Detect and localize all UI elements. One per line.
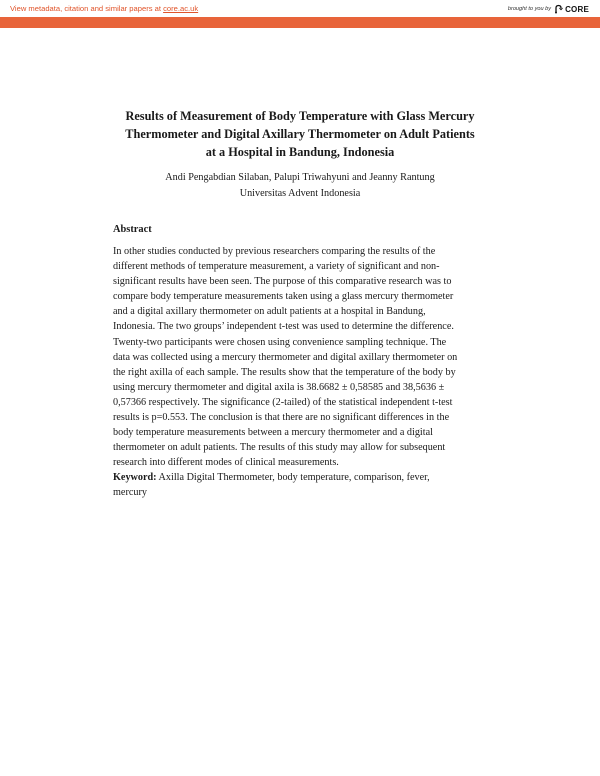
abstract-line: significant results have been seen. The purpose of this comparative research was to — [113, 276, 452, 288]
abstract-line: compare body temperature measurements taken using a glass mercury thermometer — [113, 291, 454, 303]
abstract-line: research into different modes of clinical measurements. — [113, 457, 339, 469]
brought-by-text: brought to you by — [507, 6, 552, 12]
abstract-line: and a digital axillary thermometer on adult patients at a hospital in Bandung, — [113, 306, 426, 318]
keywords — [113, 470, 513, 500]
abstract-line: Twenty-two participants were chosen using convenience sampling technique. The — [113, 336, 447, 348]
core-metadata-link[interactable] — [10, 4, 198, 13]
abstract-line: In other studies conducted by previous researchers comparing the results of the — [113, 246, 436, 257]
abstract-line: Indonesia. The two groups’ independent t-test was used to determine the difference. — [113, 321, 454, 333]
core-metadata-link-domain: core.ac.uk — [163, 4, 199, 13]
keyword-line — [113, 470, 513, 485]
paper-title-line: Results of Measurement of Body Temperature with Glass Mercury — [125, 109, 475, 123]
core-provider-strip — [0, 17, 600, 40]
core-logo-icon — [554, 4, 563, 14]
paper-affiliation: Universitas Advent Indonesia — [239, 188, 361, 199]
keyword-text: Axilla Digital Thermometer, body temperature, comparison, fever, — [156, 472, 430, 483]
core-banner — [0, 0, 600, 40]
paper-title-line: at a Hospital in Bandung, Indonesia — [205, 145, 395, 159]
abstract-line: using mercury thermometer and digital axila is 38.6682 ± 0,58585 and 38,5636 ± — [113, 381, 445, 393]
abstract-body — [113, 244, 513, 470]
core-banner-top — [0, 0, 600, 17]
abstract-line: 0,57366 respectively. The significance (2-tailed) of the statistical independent t-test — [113, 396, 453, 408]
core-logo-text: CORE — [565, 4, 589, 14]
paper-authors: Andi Pengabdian Silaban, Palupi Triwahyuni and Jeanny Rantung — [165, 172, 435, 183]
abstract-line: the right axilla of each sample. The results show that the temperature of the body by — [113, 366, 456, 378]
provided-by-text: provided by Online Journal Universitas Advent Indonesia — [465, 35, 588, 40]
abstract-line: body temperature measurements between a mercury thermometer and a digital — [113, 427, 433, 439]
core-logo — [554, 4, 589, 14]
core-metadata-link-prefix: View metadata, citation and similar papers at — [10, 4, 164, 13]
abstract-line: thermometer on adult patients. The results of this study may allow for subsequent — [113, 442, 446, 454]
abstract-line: data was collected using a mercury thermometer and digital axillary thermometer on — [113, 351, 458, 363]
abstract-line: results is p=0.553. The conclusion is that there are no significant differences in the — [113, 412, 450, 424]
paper-title — [80, 107, 520, 161]
keyword-label: Keyword: — [113, 472, 157, 483]
brought-to-you-by[interactable] — [508, 3, 589, 15]
keyword-line: mercury — [113, 487, 147, 499]
paper-title-line: Thermometer and Digital Axillary Thermometer on Adult Patients — [125, 127, 475, 141]
abstract-heading: Abstract — [113, 224, 152, 235]
abstract-line: different methods of temperature measurement, a variety of significant and non- — [113, 261, 440, 273]
